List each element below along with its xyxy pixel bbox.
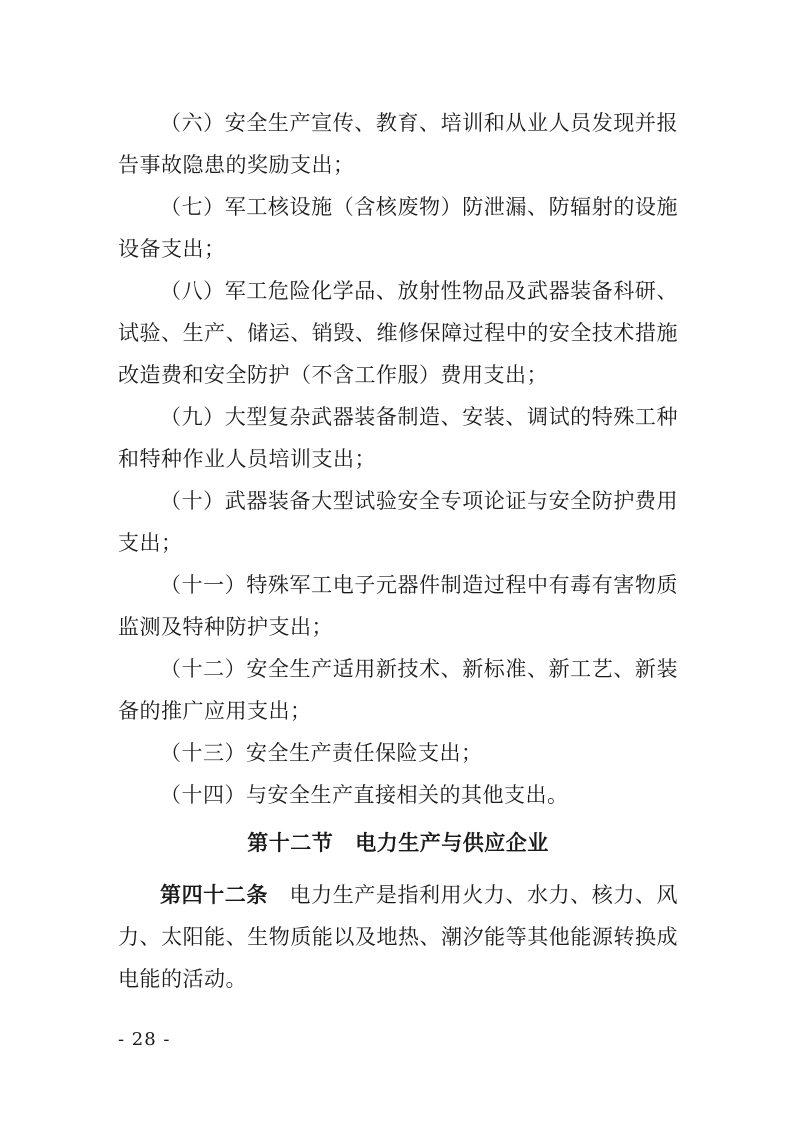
page-number: - 28 - [118,1029,171,1050]
list-item-11: （十一）特殊军工电子元器件制造过程中有毒有害物质监测及特种防护支出； [118,573,678,639]
list-item-7: （七）军工核设施（含核废物）防泄漏、防辐射的设施设备支出； [118,195,678,261]
article-label: 第四十二条 [160,883,268,907]
list-item-13: （十三）安全生产责任保险支出； [160,741,483,765]
section-number: 第十二节 [247,831,334,855]
list-item-6: （六）安全生产宣传、教育、培训和从业人员发现并报告事故隐患的奖励支出； [118,111,678,177]
article-42 [118,874,678,1000]
section-heading [118,822,678,864]
list-item-9: （九）大型复杂武器装备制造、安装、调试的特殊工种和特种作业人员培训支出； [118,405,678,471]
article-text: 电力生产是指利用火力、水力、核力、风力、太阳能、生物质能以及地热、潮汐能等其他能源转换成电能的活动。 [118,883,679,991]
section-title: 电力生产与供应企业 [355,831,549,855]
list-item-8: （八）军工危险化学品、放射性物品及武器装备科研、试验、生产、储运、销毁、维修保障过程中的安全技术措施改造费和安全防护（不含工作服）费用支出； [118,279,678,387]
list-item-12: （十二）安全生产适用新技术、新标准、新工艺、新装备的推广应用支出； [118,657,678,723]
list-item-10: （十）武器装备大型试验安全专项论证与安全防护费用支出； [118,489,678,555]
list-item-14: （十四）与安全生产直接相关的其他支出。 [160,783,569,807]
